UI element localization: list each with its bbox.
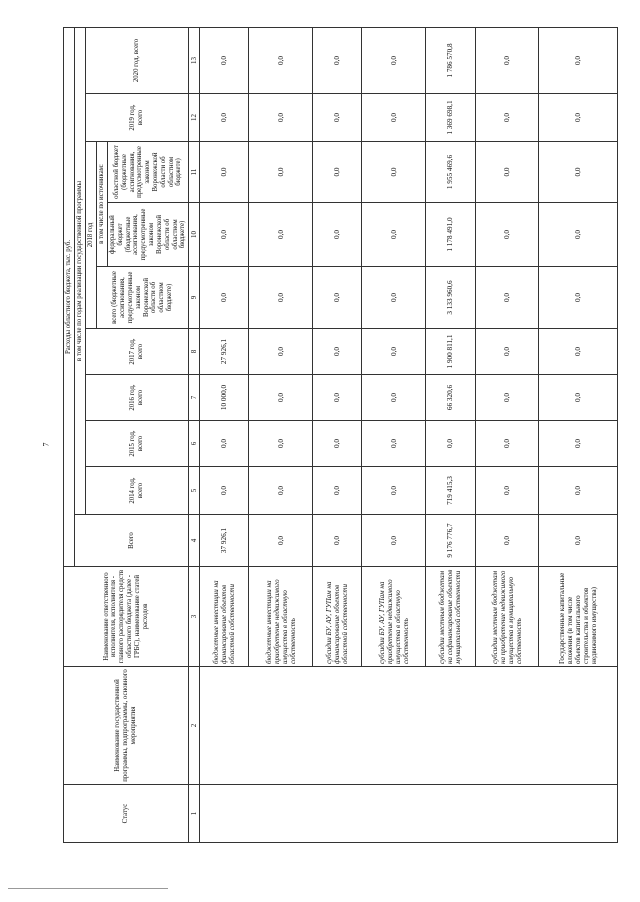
value-cell: 0,0 — [249, 515, 313, 567]
value-cell: 0,0 — [200, 467, 249, 515]
column-number: 1 — [189, 785, 200, 843]
value-cell: 0,0 — [475, 329, 539, 375]
value-cell: 1 369 698,1 — [426, 94, 475, 142]
value-cell: 0,0 — [362, 142, 426, 203]
value-cell: 10 000,0 — [200, 375, 249, 421]
value-cell: 0,0 — [362, 203, 426, 267]
rotated-table-sheet — [63, 28, 618, 843]
value-cell: 0,0 — [362, 421, 426, 467]
column-number: 11 — [189, 142, 200, 203]
column-number: 12 — [189, 94, 200, 142]
page-number: 7 — [41, 442, 51, 447]
value-cell: 9 176 776,7 — [426, 515, 475, 567]
value-cell: 0,0 — [249, 421, 313, 467]
header-2018: 2018 год — [86, 142, 97, 329]
column-number: 6 — [189, 421, 200, 467]
header-executor: Наименование ответственного исполнителя, исполнителя - главного распорядителя средств областного бюджета (далее - ГРБС), наименование статей расходов — [64, 567, 189, 667]
value-cell: 0,0 — [249, 94, 313, 142]
expense-item-label: субсидии местным бюджетам на софинансирование объектов муниципальной собственности — [426, 567, 475, 667]
value-cell: 0,0 — [362, 375, 426, 421]
value-cell: 0,0 — [475, 94, 539, 142]
value-cell: 0,0 — [539, 27, 618, 93]
column-number: 10 — [189, 203, 200, 267]
column-number: 5 — [189, 467, 200, 515]
value-cell: 0,0 — [539, 329, 618, 375]
header-by-sources: в том числе по источникам: — [97, 142, 108, 267]
value-cell: 0,0 — [313, 94, 362, 142]
value-cell: 0,0 — [313, 421, 362, 467]
value-cell: 0,0 — [475, 375, 539, 421]
value-cell: 0,0 — [475, 203, 539, 267]
value-cell: 0,0 — [426, 421, 475, 467]
value-cell: 0,0 — [200, 267, 249, 329]
expense-item-label: бюджетные инвестиции на финансирование объектов областной собственности — [200, 567, 249, 667]
value-cell: 0,0 — [200, 421, 249, 467]
value-cell: 37 926,1 — [200, 515, 249, 567]
column-number: 4 — [189, 515, 200, 567]
header-regional: областной бюджет (бюджетные ассигнования, предусмотренные законом Воронежской области об областном бюджете) — [108, 142, 189, 203]
value-cell: 0,0 — [313, 375, 362, 421]
value-cell: 1 178 491,0 — [426, 203, 475, 267]
header-2020: 2020 год, всего — [86, 27, 189, 93]
column-number: 2 — [189, 667, 200, 785]
value-cell: 0,0 — [475, 515, 539, 567]
table-row — [200, 27, 249, 842]
value-cell: 0,0 — [313, 329, 362, 375]
value-cell: 0,0 — [475, 27, 539, 93]
expense-item-label: субсидии местным бюджетам на приобретение недвижимого имущества в муниципальную собственность — [475, 567, 539, 667]
value-cell: 0,0 — [313, 467, 362, 515]
value-cell: 1 900 811,1 — [426, 329, 475, 375]
value-cell: 0,0 — [249, 375, 313, 421]
value-cell: 0,0 — [249, 27, 313, 93]
header-total: Всего — [75, 515, 189, 567]
column-number: 3 — [189, 567, 200, 667]
value-cell: 0,0 — [475, 142, 539, 203]
value-cell: 0,0 — [362, 515, 426, 567]
value-cell: 66 320,6 — [426, 375, 475, 421]
value-cell: 0,0 — [249, 467, 313, 515]
header-expenses-title: Расходы областного бюджета, тыс. руб. — [64, 27, 75, 566]
value-cell: 0,0 — [313, 27, 362, 93]
value-cell: 0,0 — [362, 329, 426, 375]
value-cell: 0,0 — [313, 515, 362, 567]
budget-table — [63, 27, 618, 843]
header-2018-total: всего (бюджетные ассигнования, предусмотренные законом Воронежской области об областном бюджете) — [97, 267, 189, 329]
header-by-years: в том числе по годам реализации государственной программы — [75, 27, 86, 514]
column-numbers-row — [189, 27, 200, 842]
value-cell: 0,0 — [539, 267, 618, 329]
value-cell: 1 786 570,8 — [426, 27, 475, 93]
value-cell: 0,0 — [362, 467, 426, 515]
value-cell: 0,0 — [539, 203, 618, 267]
header-status: Статус — [64, 785, 189, 843]
value-cell: 0,0 — [539, 515, 618, 567]
column-number: 9 — [189, 267, 200, 329]
expense-item-label: бюджетные инвестиции на приобретение недвижимого имущества в областную собственность — [249, 567, 313, 667]
value-cell: 719 415,3 — [426, 467, 475, 515]
value-cell: 0,0 — [539, 375, 618, 421]
header-2014: 2014 год, всего — [86, 467, 189, 515]
value-cell: 3 133 960,6 — [426, 267, 475, 329]
status-cell — [200, 785, 618, 843]
header-federal: федеральный бюджет (бюджетные ассигнования, предусмотренные законом Воронежской области об областном бюджете) — [108, 203, 189, 267]
header-2019: 2019 год, всего — [86, 94, 189, 142]
scan-edge-line — [8, 888, 168, 889]
expense-item-label: субсидии БУ, АУ, ГУПам на приобретение недвижимого имущества в областную собственность — [362, 567, 426, 667]
header-program-name: Наименование государственной программы, подпрограммы, основного мероприятия — [64, 667, 189, 785]
value-cell: 1 955 469,6 — [426, 142, 475, 203]
value-cell: 0,0 — [200, 203, 249, 267]
header-2017: 2017 год, всего — [86, 329, 189, 375]
value-cell: 0,0 — [539, 421, 618, 467]
header-2016: 2016 год, всего — [86, 375, 189, 421]
program-name-cell — [200, 667, 618, 785]
value-cell: 0,0 — [313, 267, 362, 329]
value-cell: 0,0 — [539, 94, 618, 142]
value-cell: 0,0 — [313, 142, 362, 203]
value-cell: 0,0 — [362, 94, 426, 142]
value-cell: 0,0 — [539, 467, 618, 515]
expense-item-label: Государственные капитальные вложения (в том числе объектов капитального строительства и объектов недвижимого имущества) — [539, 567, 618, 667]
value-cell: 0,0 — [539, 142, 618, 203]
value-cell: 0,0 — [475, 267, 539, 329]
value-cell: 0,0 — [475, 421, 539, 467]
value-cell: 27 926,1 — [200, 329, 249, 375]
expense-item-label: субсидии БУ, АУ, ГУПам на финансирование объектов областной собственности — [313, 567, 362, 667]
value-cell: 0,0 — [249, 329, 313, 375]
value-cell: 0,0 — [362, 267, 426, 329]
header-2015: 2015 год, всего — [86, 421, 189, 467]
value-cell: 0,0 — [249, 267, 313, 329]
value-cell: 0,0 — [200, 94, 249, 142]
value-cell: 0,0 — [249, 142, 313, 203]
column-number: 7 — [189, 375, 200, 421]
value-cell: 0,0 — [475, 467, 539, 515]
value-cell: 0,0 — [313, 203, 362, 267]
value-cell: 0,0 — [362, 27, 426, 93]
column-number: 13 — [189, 27, 200, 93]
value-cell: 0,0 — [200, 142, 249, 203]
value-cell: 0,0 — [200, 27, 249, 93]
value-cell: 0,0 — [249, 203, 313, 267]
column-number: 8 — [189, 329, 200, 375]
